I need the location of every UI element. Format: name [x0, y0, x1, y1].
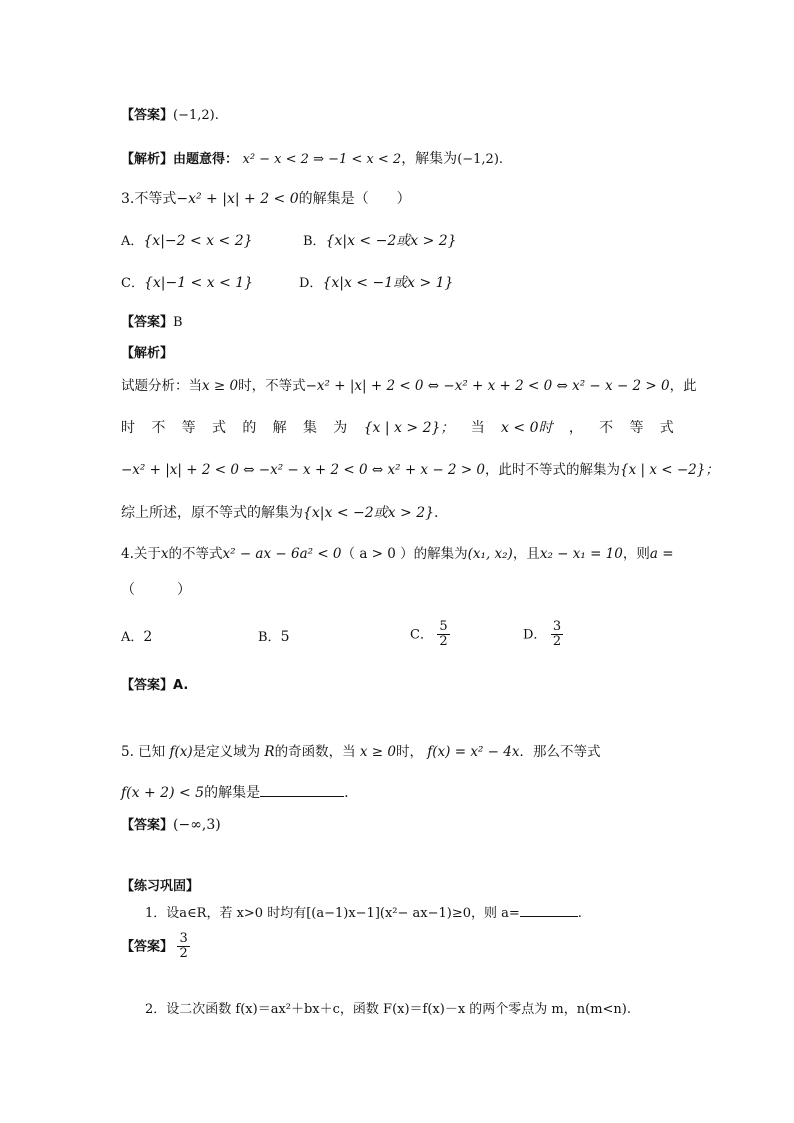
q4-option-d — [523, 620, 563, 649]
q4-option-b — [258, 627, 289, 648]
text: 等 — [181, 420, 196, 436]
practice-heading — [121, 876, 199, 897]
answer-label: 【答案】 — [121, 678, 174, 693]
text: （ ） — [121, 582, 191, 598]
denominator: 2 — [552, 634, 562, 649]
denominator: 2 — [439, 634, 448, 649]
q3-analysis-line4 — [121, 503, 438, 523]
text: 2．设二次函数 f(x)＝ax²＋bx＋c，函数 F(x)＝f(x)－x 的两个零点为 m，n(m<n). — [145, 1002, 631, 1017]
math: x ≥ 0 — [202, 378, 239, 394]
option-text: {x|x < −2或x > 2} — [325, 233, 457, 249]
q2-analysis-line — [121, 149, 503, 170]
practice-q1-answer — [121, 932, 190, 961]
text: 综上所述，原不等式的解集为 — [121, 505, 303, 521]
text: 不 — [599, 420, 614, 436]
option-letter: D． — [523, 627, 547, 643]
q3-analysis-line3 — [121, 460, 719, 480]
math: {x|x < −2或x > 2} — [303, 505, 435, 521]
q5-answer: (−∞,3) — [173, 817, 221, 833]
text: 不 — [151, 420, 166, 436]
q3-answer-line — [121, 312, 183, 333]
q3-analysis-line1 — [121, 376, 697, 396]
text: 式 — [211, 420, 226, 436]
q4-answer: A. — [173, 678, 189, 693]
text: 解 — [272, 420, 287, 436]
answer-label: 【答案】 — [121, 108, 174, 123]
q4-paren — [121, 580, 191, 600]
text: . — [577, 906, 582, 921]
q5-answer-line — [121, 815, 221, 836]
text: 时， — [396, 744, 423, 760]
math: x < 0时 — [501, 420, 553, 436]
q5-line2 — [121, 782, 349, 803]
math: {x | x < −2}； — [620, 462, 719, 478]
math: x₂ − x₁ = 10 — [539, 546, 623, 562]
text: 为 — [333, 420, 348, 436]
math: f(x) = x² − 4x — [427, 744, 520, 760]
math: −x² + |x| + 2 < 0 ⇔ −x² + x + 2 < 0 ⇔ x² − x − 2 > 0 — [305, 378, 670, 394]
text: ， — [568, 420, 583, 436]
q3-answer: B — [173, 315, 183, 330]
q4-stem — [121, 544, 674, 564]
q4-option-c — [410, 620, 450, 649]
q2-analysis-intro: 由题意得： — [173, 152, 239, 167]
option-letter: D． — [299, 276, 323, 291]
fraction — [551, 620, 563, 649]
text: 试题分析：当 — [121, 378, 202, 394]
q3-stem — [121, 189, 411, 209]
option-letter: A． — [121, 234, 144, 249]
q3-option-b — [303, 231, 457, 252]
practice-q1 — [145, 902, 582, 924]
q2-answer-line — [121, 105, 219, 126]
text: 时，不等式 — [238, 378, 306, 394]
text: 4.关于 — [121, 546, 161, 562]
section-heading: 【练习巩固】 — [121, 879, 200, 894]
q4-option-a — [121, 627, 152, 648]
option-letter: C． — [410, 627, 433, 643]
denominator: 2 — [179, 946, 188, 961]
q3-stem-suffix: 的解集是（ ） — [298, 191, 411, 207]
q3-stem-prefix: 3.不等式 — [121, 191, 177, 207]
math: f(x + 2) < 5 — [121, 785, 205, 801]
numerator: 5 — [439, 619, 448, 634]
text: ，且 — [512, 546, 540, 562]
q3-analysis-line2 — [121, 418, 674, 438]
option-letter: B． — [258, 630, 281, 645]
option-letter: A． — [121, 630, 144, 645]
math: a = — [649, 546, 674, 562]
math: (x₁, x₂) — [467, 546, 513, 562]
math: x ≥ 0 — [359, 744, 396, 760]
fraction — [177, 932, 189, 961]
text: 当 — [470, 420, 485, 436]
text: 式 — [659, 420, 674, 436]
text: 1．设 — [145, 906, 180, 921]
option-text: {x|−1 < x < 1} — [143, 275, 254, 291]
text: 等 — [629, 420, 644, 436]
text: 的 — [242, 420, 257, 436]
text: 5. 已知 — [121, 744, 166, 760]
practice-q2 — [145, 1000, 631, 1020]
text: 的奇函数，当 — [274, 744, 356, 760]
q2-analysis-math: x² − x < 2 ⇒ −1 < x < 2 — [242, 152, 402, 167]
option-text: {x|−2 < x < 2} — [143, 233, 253, 249]
option-text: {x|x < −1或x > 1} — [322, 275, 454, 291]
answer-label: 【答案】 — [121, 315, 174, 330]
answer-label: 【答案】 — [121, 818, 174, 833]
q3-option-c — [121, 273, 253, 294]
math: f(x) — [169, 744, 193, 760]
q3-stem-math: −x² + |x| + 2 < 0 — [176, 191, 299, 207]
math: {x | x > 2}； — [363, 420, 455, 436]
text: . — [344, 785, 349, 801]
q4-answer-line — [121, 675, 188, 696]
math: R — [264, 744, 275, 760]
analysis-label: 【解析】 — [121, 152, 174, 167]
option-text: 5 — [280, 629, 290, 645]
q2-analysis-mid: ，解集为 — [401, 151, 458, 167]
text: 的解集为 — [413, 546, 468, 562]
answer-blank[interactable] — [260, 782, 344, 797]
text: 的不等式 — [168, 546, 223, 562]
q3-analysis-label — [121, 343, 173, 364]
text: （ a > 0 ） — [341, 546, 414, 562]
text: 时 — [121, 420, 135, 436]
text: ．那么不等式 — [519, 744, 601, 760]
math: x — [160, 546, 169, 562]
q2-answer: (−1,2). — [173, 108, 219, 123]
math: −x² + |x| + 2 < 0 ⇔ −x² − x + 2 < 0 ⇔ x² + x − 2 > 0 — [121, 462, 486, 478]
text: ，此 — [669, 378, 697, 394]
option-letter: B． — [303, 234, 326, 249]
answer-label: 【答案】 — [121, 939, 174, 955]
text: a∈R，若 x>0 时均有[(a−1)x−1](x²− ax−1)≥0，则 a= — [179, 906, 520, 921]
text: 集 — [302, 420, 317, 436]
option-letter: C． — [121, 276, 144, 291]
math: x² − ax − 6a² < 0 — [222, 546, 342, 562]
text: . — [434, 505, 439, 521]
q3-option-a — [121, 231, 253, 252]
analysis-label: 【解析】 — [121, 346, 174, 361]
q2-analysis-set: (−1,2). — [457, 152, 504, 167]
numerator: 3 — [552, 619, 562, 634]
q3-option-d — [299, 273, 453, 294]
fraction — [437, 620, 449, 649]
option-text: 2 — [143, 629, 153, 645]
text: ，则 — [622, 546, 650, 562]
text: 是定义域为 — [192, 744, 261, 760]
answer-blank[interactable] — [520, 902, 578, 917]
text: 的解集是 — [204, 785, 261, 801]
numerator: 3 — [179, 931, 188, 946]
text: ，此时不等式的解集为 — [485, 462, 621, 478]
q5-stem — [121, 742, 600, 762]
